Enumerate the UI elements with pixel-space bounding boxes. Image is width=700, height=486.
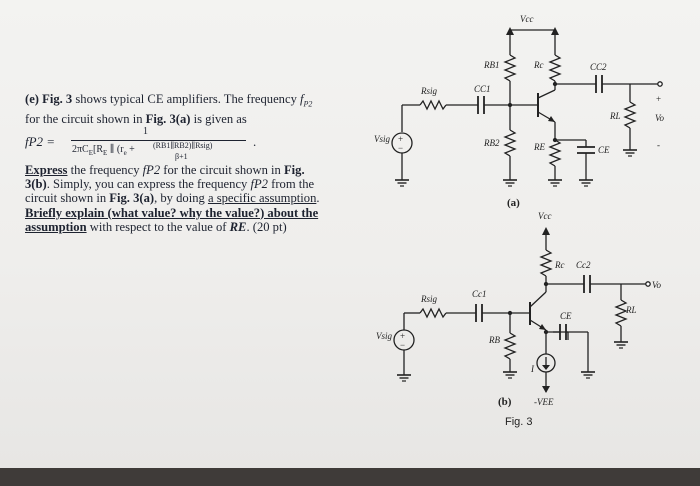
problem-label: (e) Fig. 3 <box>25 92 73 106</box>
label-vee: -VEE <box>534 397 554 407</box>
circuit-b-labels <box>376 211 662 428</box>
re-resistor-a <box>550 140 560 166</box>
svg-text:−: − <box>400 340 406 350</box>
formula-numerator: 1 <box>143 125 148 137</box>
label-vsig-a: Vsig <box>374 134 391 144</box>
rsig-resistor-b <box>420 309 446 317</box>
label-rsig-a: Rsig <box>421 86 438 96</box>
rl-resistor-b <box>616 300 626 326</box>
svg-text:-: - <box>657 140 660 150</box>
label-ce-b: CE <box>560 311 572 321</box>
label-cc1-b: Cc1 <box>472 289 487 299</box>
rc-resistor-b <box>541 250 551 276</box>
text-line-1: (e) Fig. 3 shows typical CE amplifiers. The frequency $f_{P2}$ <box>25 92 313 109</box>
svg-text:+: + <box>398 134 404 144</box>
rsig-resistor-a <box>420 101 446 109</box>
svg-text:+: + <box>656 94 662 104</box>
label-rc-b: Rc <box>555 260 565 270</box>
label-cc2-a: CC2 <box>590 62 607 72</box>
rb2-resistor <box>505 130 515 156</box>
circuit-b <box>394 227 650 393</box>
label-rl-a: RL <box>610 111 621 121</box>
label-vcc-a: Vcc <box>520 14 534 24</box>
svg-text:−: − <box>398 143 404 153</box>
text-line-5: circuit shown in Fig. 3(a), by doing a specific assumption. <box>25 191 320 206</box>
label-vsig-b: Vsig <box>376 331 393 341</box>
label-rb-b: RB <box>489 335 500 345</box>
label-vcc-b: Vcc <box>538 211 552 221</box>
text-line-6: Briefly explain (what value? why the value?) about the <box>25 205 319 220</box>
caption-a: (a) <box>507 197 520 209</box>
rl-resistor-a <box>625 102 635 128</box>
text-line-4: 3(b). Simply, you can express the frequency fP2 from the <box>25 177 315 192</box>
label-i: I <box>531 364 534 374</box>
rb-resistor-b <box>505 333 515 359</box>
formula-den-sub: (RB1∥RB2)∥Rsig) <box>153 140 213 150</box>
circuit-a <box>392 27 662 186</box>
formula-den-beta: β+1 <box>175 151 188 161</box>
fp2-formula: fP2 = 1 $2\pi C_E[R_E$ ∥ ($r_e$ + (RB1∥RB2)∥Rsig) β+1 . <box>25 127 365 161</box>
label-cc2-b: Cc2 <box>576 260 591 270</box>
svg-text:+: + <box>400 331 406 341</box>
formula-denominator: $2\pi C_E[R_E$ ∥ ($r_e$ + <box>72 143 135 157</box>
caption-b: (b) <box>498 396 512 408</box>
label-rl-b: RL <box>626 305 637 315</box>
text-line-3: Express the frequency fP2 for the circuit shown in Fig. <box>25 162 305 177</box>
figure-caption: Fig. 3 <box>505 416 533 428</box>
formula-lhs: fP2 = <box>25 133 56 149</box>
label-re-a: RE <box>534 142 545 152</box>
label-ce-a: CE <box>598 145 610 155</box>
text-line-7: assumption with respect to the value of RE. (20 pt) <box>25 219 287 234</box>
label-cc1-a: CC1 <box>474 84 491 94</box>
label-rb2: RB2 <box>484 138 500 148</box>
label-rb1: RB1 <box>484 60 500 70</box>
rc-resistor <box>550 55 560 81</box>
circuit-a-labels <box>374 14 665 209</box>
label-rc-a: Rc <box>534 60 544 70</box>
label-rsig-b: Rsig <box>421 294 438 304</box>
label-vo-a: Vo <box>655 113 664 123</box>
text-line-2: for the circuit shown in Fig. 3(a) is given as <box>25 111 247 126</box>
label-vo-b: Vo <box>652 280 661 290</box>
rb1-resistor <box>505 55 515 81</box>
